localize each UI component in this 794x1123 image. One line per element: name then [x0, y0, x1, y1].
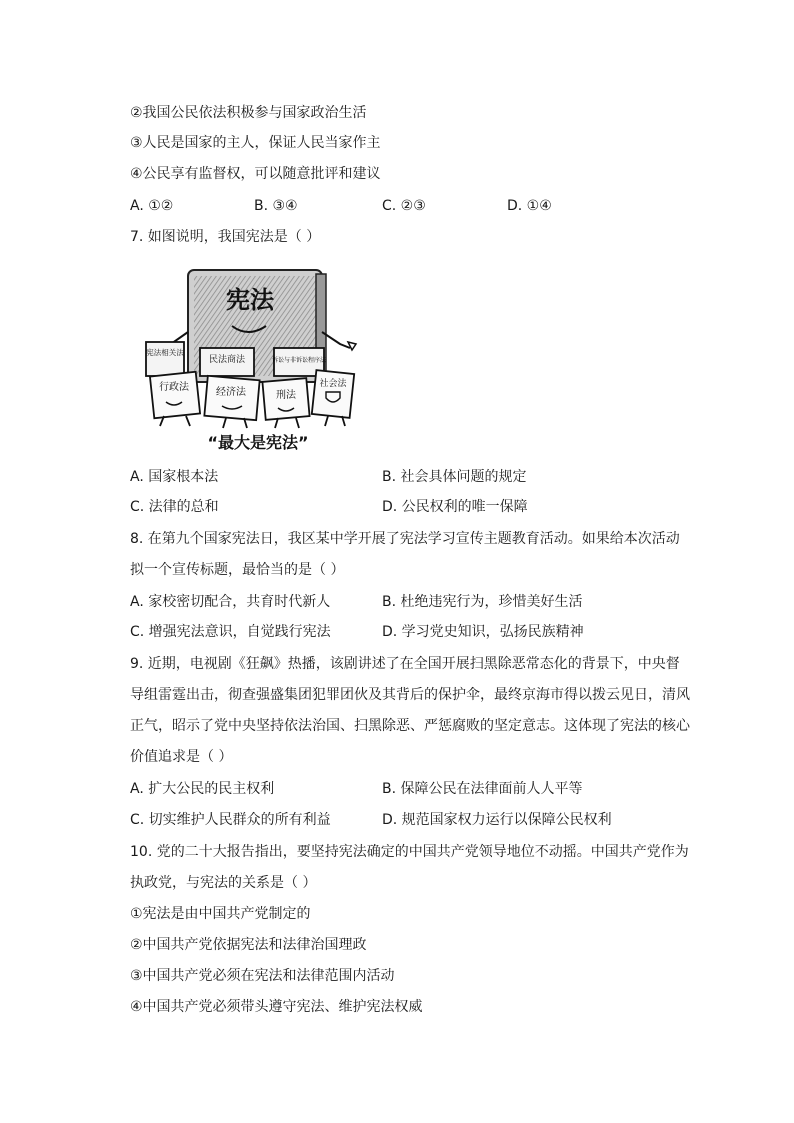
svg-text:行政法: 行政法 — [159, 382, 189, 393]
q10-stem-line1: 10. 党的二十大报告指出，要坚持宪法确定的中国共产党领导地位不动摇。中国共产党作为 — [130, 844, 689, 860]
q8-stem-line2: 拟一个宣传标题，最恰当的是（ ） — [130, 562, 345, 578]
q8-option-d: D. 学习党史知识，弘扬民族精神 — [382, 624, 584, 640]
q8-option-a: A. 家校密切配合，共育时代新人 — [130, 594, 331, 610]
q10-item-4: ④中国共产党必须带头遵守宪法、维护宪法权威 — [130, 999, 423, 1015]
small-book-constitution-related — [146, 342, 184, 376]
q6-option-a: A. ①② — [130, 198, 174, 214]
svg-text:诉讼与非诉讼程序法: 诉讼与非诉讼程序法 — [271, 357, 327, 364]
q6-option-b: B. ③④ — [254, 198, 298, 214]
q8-stem-line1: 8. 在第九个国家宪法日，我区某中学开展了宪法学习宣传主题教育活动。如果给本次活动 — [130, 531, 680, 547]
q9-options-row2 — [130, 810, 690, 830]
q10-item-3: ③中国共产党必须在宪法和法律范围内活动 — [130, 968, 395, 984]
q9-stem-line4: 价值追求是（ ） — [130, 749, 233, 765]
q7-options-row2 — [130, 497, 690, 517]
q10-stem-line2: 执政党，与宪法的关系是（ ） — [130, 875, 317, 891]
q7-option-c: C. 法律的总和 — [130, 499, 219, 515]
svg-text:社会法: 社会法 — [319, 379, 347, 389]
q8-option-b: B. 杜绝违宪行为，珍惜美好生活 — [382, 594, 583, 610]
small-book-social — [312, 370, 354, 418]
q9-option-a: A. 扩大公民的民主权利 — [130, 781, 275, 797]
q7-option-a: A. 国家根本法 — [130, 469, 219, 485]
q8-options-row1 — [130, 592, 690, 612]
small-book-administrative — [150, 372, 200, 419]
q9-stem-line1: 9. 近期，电视剧《狂飙》热播，该剧讲述了在全国开展扫黑除恶常态化的背景下，中央督 — [130, 656, 680, 672]
q6-item-2: ②我国公民依法积极参与国家政治生活 — [130, 105, 367, 121]
q6-item-3: ③人民是国家的主人，保证人民当家作主 — [130, 135, 381, 151]
q6-option-d: D. ①④ — [507, 198, 552, 214]
small-book-economic — [204, 376, 259, 420]
small-book-criminal — [262, 378, 309, 420]
q6-option-c: C. ②③ — [382, 198, 426, 214]
svg-text:经济法: 经济法 — [216, 387, 246, 398]
q9-options-row1 — [130, 779, 690, 799]
svg-text:民法商法: 民法商法 — [208, 355, 246, 365]
svg-text:刑法: 刑法 — [276, 390, 296, 401]
q9-option-c: C. 切实维护人民群众的所有利益 — [130, 812, 331, 828]
svg-text:宪法相关法: 宪法相关法 — [146, 348, 184, 357]
q10-item-1: ①宪法是由中国共产党制定的 — [130, 906, 311, 922]
q8-option-c: C. 增强宪法意识，自觉践行宪法 — [130, 624, 331, 640]
small-book-civil-commercial — [200, 348, 254, 376]
q8-options-row2 — [130, 622, 690, 642]
q7-cartoon-figure — [128, 262, 360, 454]
q7-option-d: D. 公民权利的唯一保障 — [382, 499, 528, 515]
constitution-cartoon-image — [128, 262, 360, 454]
q9-option-d: D. 规范国家权力运行以保障公民权利 — [382, 812, 612, 828]
q9-stem-line2: 导组雷霆出击，彻查强盛集团犯罪团伙及其背后的保护伞，最终京海市得以拨云见日，清风 — [130, 687, 690, 703]
constitution-book-title: 宪法 — [226, 286, 274, 314]
q7-option-b: B. 社会具体问题的规定 — [382, 469, 527, 485]
q9-stem-line3: 正气，昭示了党中央坚持依法治国、扫黑除恶、严惩腐败的坚定意志。这体现了宪法的核心 — [130, 718, 690, 734]
cartoon-caption: “最大是宪法” — [207, 433, 309, 452]
book-right-hand — [348, 342, 356, 350]
q6-item-4: ④公民享有监督权，可以随意批评和建议 — [130, 166, 381, 182]
q9-option-b: B. 保障公民在法律面前人人平等 — [382, 781, 583, 797]
q6-options — [130, 196, 690, 216]
q10-item-2: ②中国共产党依据宪法和法律治国理政 — [130, 937, 367, 953]
q7-stem: 7. 如图说明，我国宪法是（ ） — [130, 229, 321, 245]
q7-options-row1 — [130, 467, 690, 487]
